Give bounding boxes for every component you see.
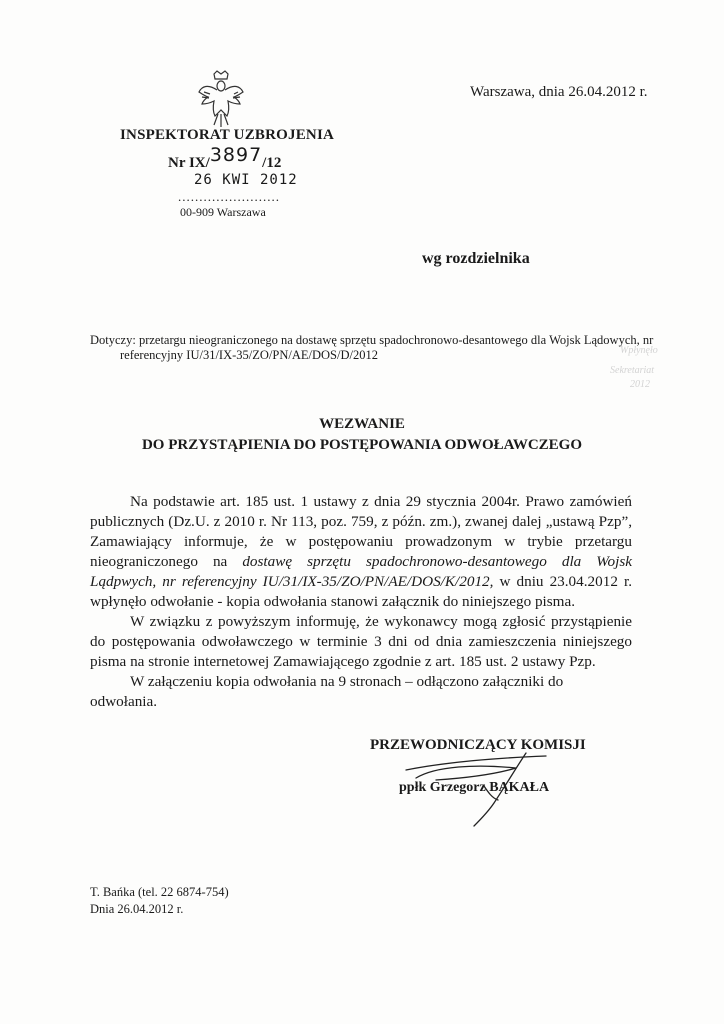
subject-line-2: referencyjny IU/31/IX-35/ZO/PN/AE/DOS/D/2012 — [120, 348, 378, 362]
organization-name: INSPEKTORAT UZBROJENIA — [120, 127, 335, 143]
reference-handwritten: 3897 — [209, 144, 263, 166]
faint-mark: Wpłynęło — [620, 345, 658, 356]
reference-suffix: /12 — [262, 155, 282, 171]
tender-name: dostawę sprzętu spadochronowo-desantowego dla Wojsk Lądpwych, nr referencyjny IU/31/IX-35/ZO/PN/AE/DOS/K/2012, — [90, 553, 632, 590]
paragraph-1: Na podstawie art. 185 ust. 1 ustawy z dnia 29 stycznia 2004r. Prawo zamówień publicznych (Dz.U. z 2010 r. Nr 113, poz. 759, z późn. zm.), zwanej dalej „ustawą Pzp”, Zamawiający informuje, że w postępowaniu prowadzonym w trybie przetargu nieograniczonego na dostawę sprzętu spadochronowo-desantowego dla Wojsk Lądpwych, nr referencyjny IU/31/IX-35/ZO/PN/AE/DOS/K/2012, w dniu 23.04.2012 r. wpłynęło odwołanie - kopia odwołania stanowi załącznik do niniejszego pisma. — [90, 493, 632, 610]
reference-prefix: Nr IX/ — [168, 155, 210, 171]
date-stamp: 26 KWI 2012 — [194, 172, 298, 188]
paragraph-3: W załączeniu kopia odwołania na 9 stronach – odłączono załączniki do odwołania. — [90, 673, 564, 710]
handwritten-signature — [376, 748, 576, 828]
paragraph-2: W związku z powyższym informuję, że wykonawcy mogą zgłosić przystąpienie do postępowania odwoławczego w terminie 3 dni od dnia zamieszczenia niniejszego pisma na stronie internetowej Zamawiającego zgodnie z art. 185 ust. 2 ustawy Pzp. — [90, 613, 632, 670]
faint-mark: Sekretariat — [610, 365, 655, 376]
committee-title: PRZEWODNICZĄCY KOMISJI — [370, 737, 586, 753]
faint-mark: 2012 — [630, 379, 650, 390]
subject — [90, 333, 690, 363]
eagle-emblem-icon — [196, 70, 246, 130]
chairman-name: ppłk Grzegorz BĄKAŁA — [399, 780, 550, 795]
document-title: WEZWANIE — [319, 416, 405, 432]
recipient: wg rozdzielnika — [422, 250, 530, 267]
place-and-date: Warszawa, dnia 26.04.2012 r. — [470, 84, 648, 100]
body-text — [90, 492, 632, 712]
author-info: T. Bańka (tel. 22 6874-754) — [90, 885, 229, 899]
author-date: Dnia 26.04.2012 r. — [90, 902, 184, 916]
document-subtitle: DO PRZYSTĄPIENIA DO POSTĘPOWANIA ODWOŁAWCZEGO — [141, 437, 583, 453]
postal-address: 00-909 Warszawa — [180, 205, 266, 219]
dotted-line: ........................ — [178, 189, 280, 204]
subject-line-1: Dotyczy: przetargu nieograniczonego na dostawę sprzętu spadochronowo-desantowego dla Wojsk Lądowych, nr — [90, 333, 654, 347]
reference-number — [168, 144, 282, 172]
